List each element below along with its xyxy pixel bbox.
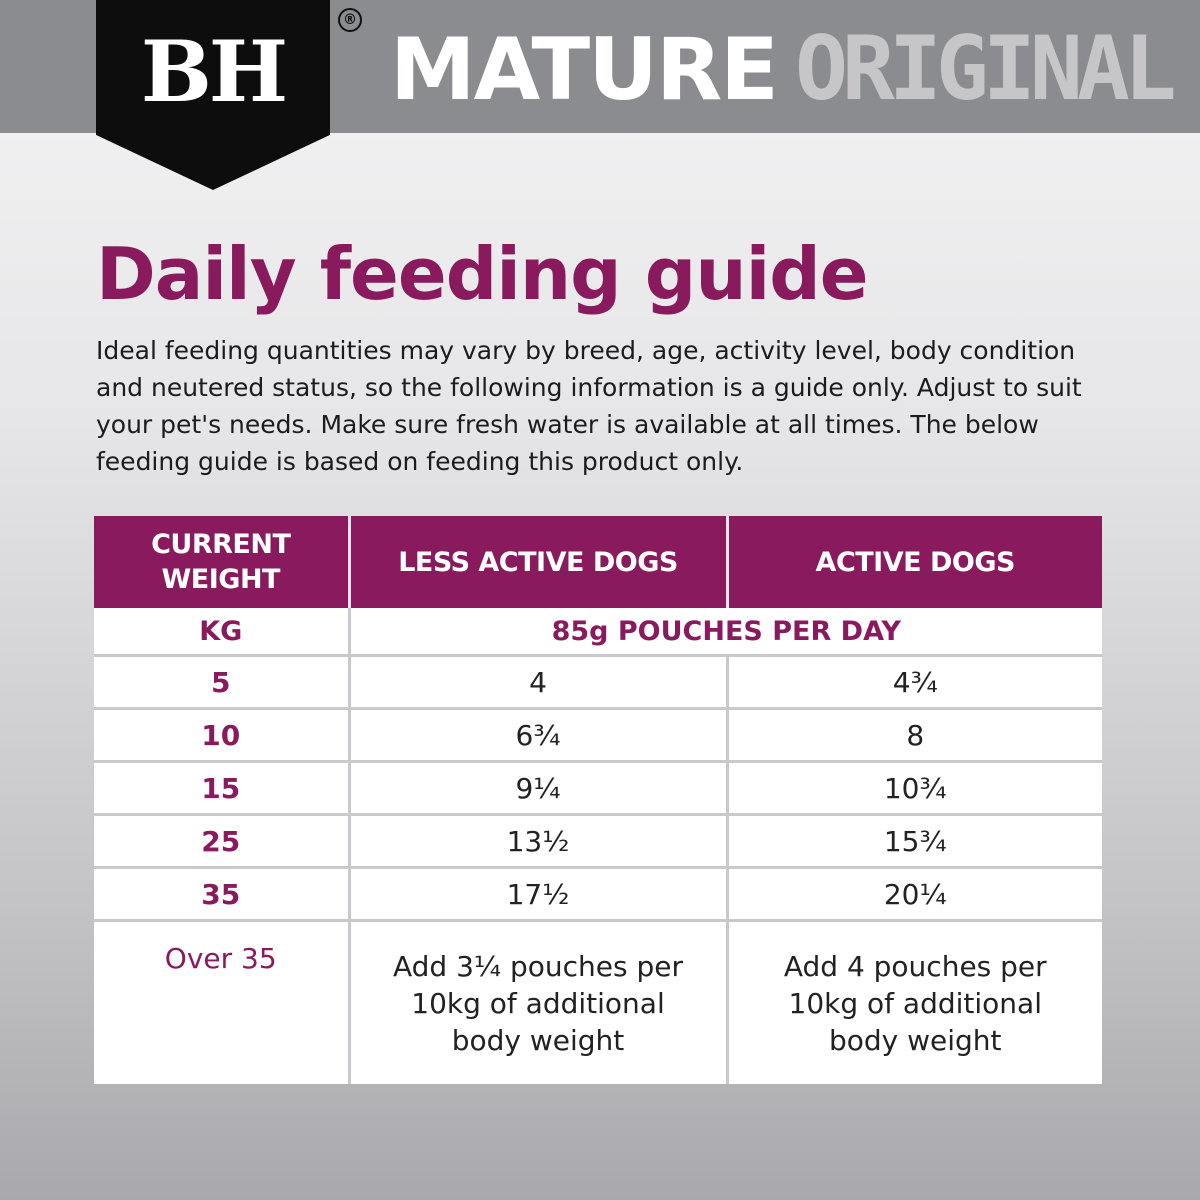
units-row (94, 608, 1102, 656)
over-less-active-line: Add 3¼ pouches per (393, 949, 683, 983)
weight-cell: 10 (94, 709, 349, 762)
less-active-cell: 17½ (349, 868, 727, 921)
feeding-table (94, 516, 1102, 1084)
product-title (390, 17, 1171, 120)
unit-amount: 85g POUCHES PER DAY (349, 608, 1102, 656)
header-weight-line1: CURRENT (151, 529, 291, 560)
header-current-weight (94, 516, 349, 608)
weight-cell: 15 (94, 762, 349, 815)
active-cell: 20¼ (727, 868, 1102, 921)
over-weight-cell: Over 35 (94, 921, 349, 1085)
product-variant: ORIGINAL (794, 17, 1171, 120)
weight-cell: 35 (94, 868, 349, 921)
registered-mark: ® (338, 8, 362, 32)
active-cell: 4¾ (727, 656, 1102, 709)
active-cell: 10¾ (727, 762, 1102, 815)
over-less-active-cell (349, 921, 727, 1085)
header-active: ACTIVE DOGS (727, 516, 1102, 608)
header-weight-line2: WEIGHT (161, 564, 280, 595)
over-weight-row (94, 921, 1102, 1085)
over-active-line: 10kg of additional (788, 986, 1042, 1020)
brand-logo-text: BH (140, 22, 286, 121)
product-name: MATURE (390, 20, 777, 120)
less-active-cell: 9¼ (349, 762, 727, 815)
active-cell: 8 (727, 709, 1102, 762)
page-heading: Daily feeding guide (96, 232, 868, 316)
weight-cell: 25 (94, 815, 349, 868)
table-row (94, 656, 1102, 709)
table-row (94, 868, 1102, 921)
less-active-cell: 4 (349, 656, 727, 709)
table-row (94, 815, 1102, 868)
over-active-line: body weight (828, 1023, 1002, 1057)
table-header-row (94, 516, 1102, 608)
over-active-cell (727, 921, 1102, 1085)
over-less-active-line: body weight (451, 1023, 625, 1057)
header-less-active: LESS ACTIVE DOGS (349, 516, 727, 608)
less-active-cell: 6¾ (349, 709, 727, 762)
table-row (94, 762, 1102, 815)
weight-cell: 5 (94, 656, 349, 709)
intro-paragraph: Ideal feeding quantities may vary by breed, age, activity level, body condition and neutered status, so the following information is a guide only. Adjust to suit your pet's needs. Make sure fresh water is available at all times. The below feeding guide is based on feeding this product only. (96, 336, 1082, 476)
unit-weight: KG (94, 608, 349, 656)
over-active-line: Add 4 pouches per (783, 949, 1047, 983)
active-cell: 15¾ (727, 815, 1102, 868)
table-row (94, 709, 1102, 762)
less-active-cell: 13½ (349, 815, 727, 868)
over-less-active-line: 10kg of additional (411, 986, 665, 1020)
